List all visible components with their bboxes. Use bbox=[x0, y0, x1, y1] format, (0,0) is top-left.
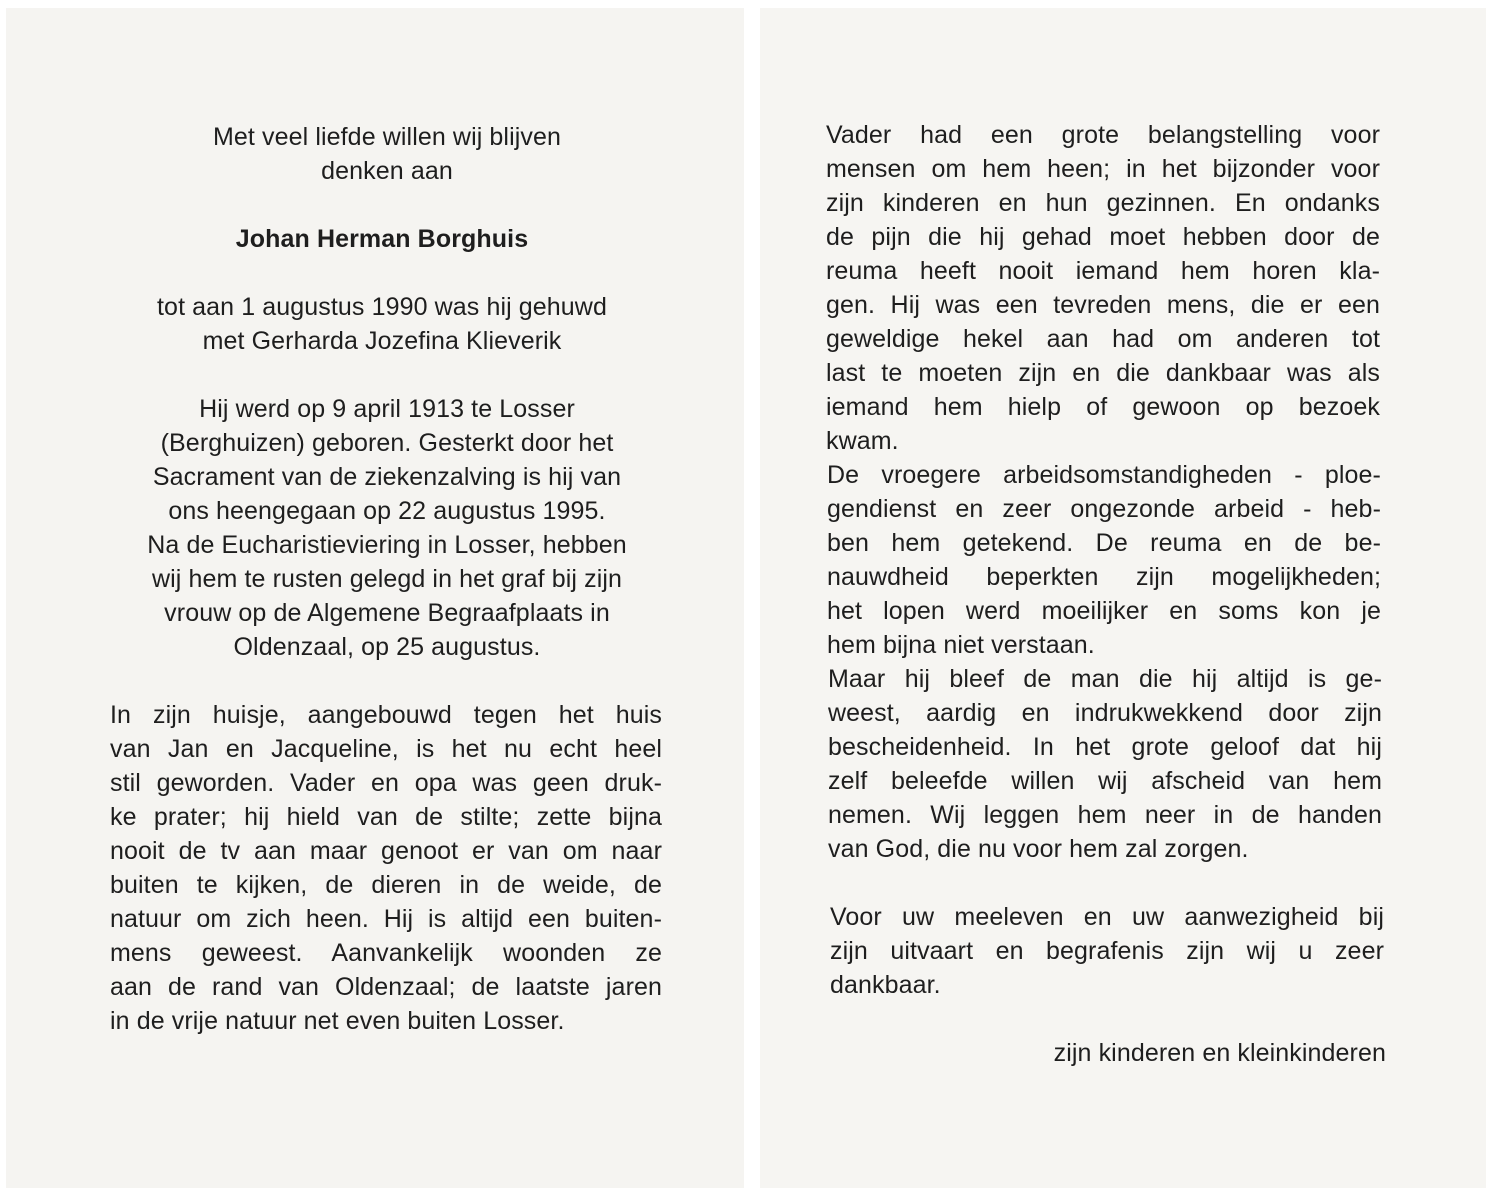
interest-line: reuma heeft nooit iemand hem horen kla- bbox=[826, 257, 1380, 285]
work-line: hem bijna niet verstaan. bbox=[827, 631, 1095, 659]
work-line: ben hem getekend. De reuma en de be- bbox=[827, 529, 1381, 557]
signature-line: zijn kinderen en kleinkinderen bbox=[1053, 1039, 1386, 1067]
faith-line: zelf beleefde willen wij afscheid van hem bbox=[828, 767, 1382, 795]
faith-line: Maar hij bleef de man die hij altijd is ge- bbox=[828, 665, 1382, 693]
faith-line: van God, die nu voor hem zal zorgen. bbox=[828, 835, 1249, 863]
home-line: ke prater; hij hield van de stilte; zette bijna bbox=[110, 803, 662, 831]
life-line: Hij werd op 9 april 1913 te Losser bbox=[199, 395, 575, 423]
intro-line: Met veel liefde willen wij blijven bbox=[213, 123, 561, 151]
work-line: het lopen werd moeilijker en soms kon je bbox=[827, 597, 1381, 625]
interest-line: de pijn die hij gehad moet hebben door de bbox=[826, 223, 1380, 251]
marriage-line: met Gerharda Jozefina Klieverik bbox=[202, 327, 562, 355]
deceased-name: Johan Herman Borghuis bbox=[235, 225, 529, 253]
home-line: van Jan en Jacqueline, is het nu echt heel bbox=[110, 735, 662, 763]
interest-line: Vader had een grote belangstelling voor bbox=[826, 121, 1380, 149]
home-line: aan de rand van Oldenzaal; de laatste jaren bbox=[110, 973, 662, 1001]
life-line: Oldenzaal, op 25 augustus. bbox=[233, 633, 541, 661]
life-line: Sacrament van de ziekenzalving is hij van bbox=[152, 463, 622, 491]
home-line: In zijn huisje, aangebouwd tegen het huis bbox=[110, 701, 662, 729]
right-card-page bbox=[760, 8, 1486, 1188]
life-line: ons heengegaan op 22 augustus 1995. bbox=[168, 497, 606, 525]
faith-line: bescheidenheid. In het grote geloof dat hij bbox=[828, 733, 1382, 761]
interest-line: mensen om hem heen; in het bijzonder voor bbox=[826, 155, 1380, 183]
home-line: mens geweest. Aanvankelijk woonden ze bbox=[110, 939, 662, 967]
home-line: buiten te kijken, de dieren in de weide, de bbox=[110, 871, 662, 899]
interest-line: kwam. bbox=[826, 427, 899, 455]
work-line: De vroegere arbeidsomstandigheden - ploe- bbox=[827, 461, 1381, 489]
intro-line: denken aan bbox=[321, 157, 453, 185]
interest-line: gen. Hij was een tevreden mens, die er een bbox=[826, 291, 1380, 319]
life-line: vrouw op de Algemene Begraafplaats in bbox=[164, 599, 610, 627]
work-line: gendienst en zeer ongezonde arbeid - heb- bbox=[827, 495, 1381, 523]
marriage-line: tot aan 1 augustus 1990 was hij gehuwd bbox=[157, 293, 607, 321]
home-line: nooit de tv aan maar genoot er van om naar bbox=[110, 837, 662, 865]
faith-line: nemen. Wij leggen hem neer in de handen bbox=[828, 801, 1382, 829]
interest-line: last te moeten zijn en die dankbaar was als bbox=[826, 359, 1380, 387]
home-line: in de vrije natuur net even buiten Losser. bbox=[110, 1007, 565, 1035]
life-line: (Berghuizen) geboren. Gesterkt door het bbox=[160, 429, 614, 457]
home-line: stil geworden. Vader en opa was geen druk- bbox=[110, 769, 662, 797]
interest-line: iemand hem hielp of gewoon op bezoek bbox=[826, 393, 1380, 421]
life-line: Na de Eucharistieviering in Losser, hebben bbox=[147, 531, 627, 559]
thanks-line: zijn uitvaart en begrafenis zijn wij u zeer bbox=[830, 937, 1384, 965]
interest-line: zijn kinderen en hun gezinnen. En ondanks bbox=[826, 189, 1380, 217]
home-line: natuur om zich heen. Hij is altijd een buiten- bbox=[110, 905, 662, 933]
thanks-line: dankbaar. bbox=[830, 971, 941, 999]
left-card-page bbox=[6, 8, 744, 1188]
thanks-line: Voor uw meeleven en uw aanwezigheid bij bbox=[830, 903, 1384, 931]
work-line: nauwdheid beperkten zijn mogelijkheden; bbox=[827, 563, 1381, 591]
life-line: wij hem te rusten gelegd in het graf bij zijn bbox=[151, 565, 623, 593]
interest-line: geweldige hekel aan had om anderen tot bbox=[826, 325, 1380, 353]
faith-line: weest, aardig en indrukwekkend door zijn bbox=[828, 699, 1382, 727]
